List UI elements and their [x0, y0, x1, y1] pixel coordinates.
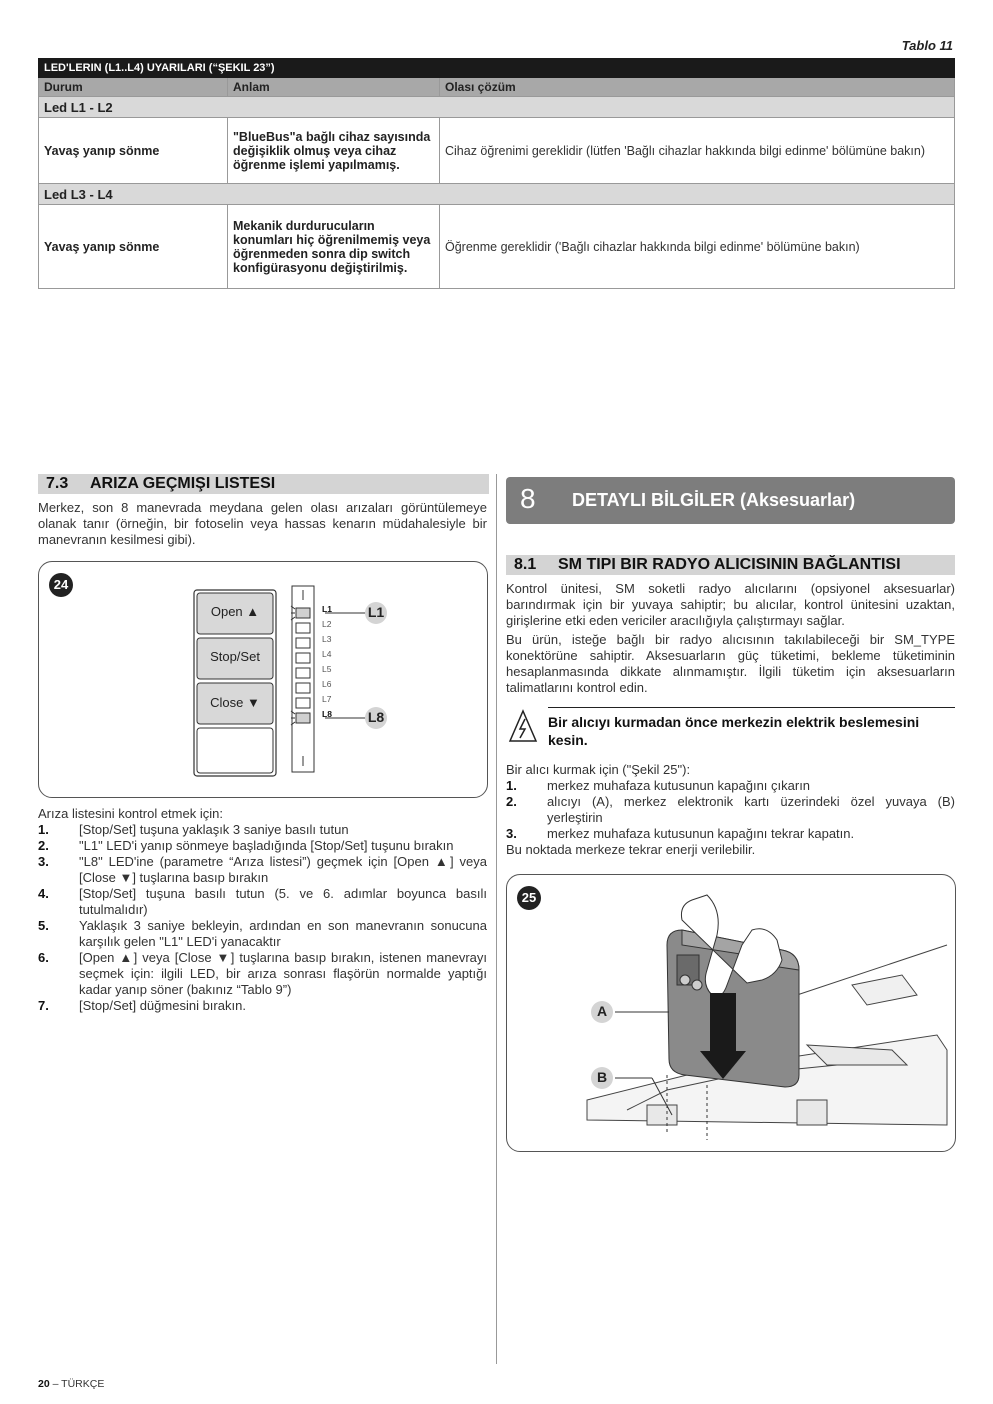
intro-paragraph: Merkez, son 8 manevrada meydana gelen olası arızaları görüntülemeye olanak tanır (örneğin, bir fotoselin veya hassas kenarın müdahalesiyle bir manevranın kesilmesi gibi). — [38, 500, 487, 547]
list-item: 3. "L8" LED'ine (parametre “Arıza listesi”) geçmek için [Open ▲] veya [Close ▼] tuşlarına basıp bırakın — [38, 854, 487, 885]
control-panel-diagram — [39, 562, 487, 797]
paragraph: Kontrol ünitesi, SM soketli radyo alıcılarını (opsiyonel aksesuarlar) barındırmak için bir yuvaya sahiptir; bu alıcılar, kontrol ünitesini uzaktan, girişlerine etki eden vericiler aracılığıyla çalıştırmayı sağlar. — [506, 581, 955, 628]
page-footer — [38, 1378, 104, 1390]
section-number: 7.3 — [46, 475, 69, 492]
receiver-install-illustration — [507, 875, 955, 1151]
open-button: Open ▲ — [210, 604, 260, 619]
section-title: SM TIPI BIR RADYO ALICISININ BAĞLANTISI — [558, 556, 901, 573]
warning-block — [506, 707, 955, 755]
list-item: 5. Yaklaşık 3 saniye bekleyin, ardından en son manevranın sonucuna karşılık gelen "L1" LED'i yanacaktır — [38, 918, 487, 949]
chapter-title: DETAYLI BİLGİLER (Aksesuarlar) — [572, 490, 856, 510]
close-button: Close ▼ — [210, 695, 260, 710]
group-row: Led L3 - L4 — [39, 184, 955, 205]
callout-l8: L8 — [367, 709, 385, 725]
led-label: L6 — [322, 679, 332, 689]
led-warnings-table — [38, 58, 955, 289]
warning-electric-icon — [508, 709, 538, 743]
figure-24 — [38, 561, 488, 798]
figure-25 — [506, 874, 956, 1152]
figure-number: 25 — [517, 886, 541, 910]
led-label: L5 — [322, 664, 332, 674]
stop-set-button: Stop/Set — [210, 649, 260, 664]
table-cell-state: Yavaş yanıp sönme — [39, 118, 228, 184]
outro-text: Bu noktada merkeze tekrar enerji verilebilir. — [506, 842, 756, 857]
chapter-banner — [506, 477, 955, 524]
group-row: Led L1 - L2 — [39, 97, 955, 118]
led-label: L4 — [322, 649, 332, 659]
list-item: 7. [Stop/Set] düğmesini bırakın. — [38, 998, 246, 1013]
table-cell-solution: Öğrenme gereklidir ('Bağlı cihazlar hakkında bilgi edinme' bölümüne bakın) — [440, 205, 955, 289]
led-strip — [291, 586, 314, 772]
list-item: 2. alıcıyı (A), merkez elektronik kartı üzerindeki özel yuvaya (B) yerleştirin — [506, 794, 955, 825]
led-labels — [322, 602, 332, 722]
figure-number: 24 — [49, 573, 73, 597]
paragraph: Bu ürün, isteğe bağlı bir radyo alıcısının takılabileceği bir SM_TYPE konektörüne sahiptir. Aksesuarların güç tüketimi, bekleme tüketiminin hesaplanmasında dikkate alınmamıştır. İlgili tüketim için aksesuarların talimatlarını kontrol edin. — [506, 632, 955, 695]
callout-l1: L1 — [367, 604, 385, 620]
list-item: 6. [Open ▲] veya [Close ▼] tuşlarına basıp bırakın, istenen manevrayı seçmek için: ilgili LED, bir arıza sonrası flaşörün normalde yaptığı kadar yanıp söner (bakınız “Tablo 9”) — [38, 950, 487, 997]
led-label: L2 — [322, 619, 332, 629]
led-label: L1 — [322, 604, 332, 614]
list-item: 3. merkez muhafaza kutusunun kapağını tekrar kapatın. — [506, 826, 855, 841]
table-cell-meaning: "BlueBus"a bağlı cihaz sayısında değişiklik olmuş veya cihaz öğrenme işlemi yapılmamış. — [228, 118, 440, 184]
list-item: 1. [Stop/Set] tuşuna yaklaşık 3 saniye basılı tutun — [38, 822, 349, 837]
led-label: L3 — [322, 634, 332, 644]
column-divider — [496, 474, 497, 1364]
steps-intro: Bir alıcı kurmak için ("Şekil 25"): — [506, 762, 691, 777]
install-steps — [506, 762, 955, 858]
table-caption: LED'LERIN (L1..L4) UYARILARI (“ŞEKIL 23”) — [39, 59, 955, 78]
list-item: 1. merkez muhafaza kutusunun kapağını çıkarın — [506, 778, 811, 793]
section-title: ARIZA GEÇMIŞI LISTESI — [90, 475, 276, 492]
label-b: B — [596, 1069, 608, 1085]
section-number: 8.1 — [514, 556, 537, 573]
column-header: Durum — [39, 78, 228, 97]
chapter-number: 8 — [520, 483, 536, 514]
list-item: 2. "L1" LED'i yanıp sönmeye başladığında [Stop/Set] tuşunu bırakın — [38, 838, 454, 853]
footer-language: – TÜRKÇE — [52, 1378, 105, 1390]
label-a: A — [596, 1003, 608, 1019]
table-cell-meaning: Mekanik durdurucuların konumları hiç öğrenilmemiş veya öğrenmeden sonra dip switch konfigürasyonu değiştirilmiş. — [228, 205, 440, 289]
section-heading-7-3 — [38, 474, 489, 494]
led-label: L8 — [322, 709, 332, 719]
table-cell-solution: Cihaz öğrenimi gereklidir (lütfen 'Bağlı cihazlar hakkında bilgi edinme' bölümüne bakın) — [440, 118, 955, 184]
column-header: Anlam — [228, 78, 440, 97]
section-heading-8-1 — [506, 555, 955, 575]
steps-intro: Arıza listesini kontrol etmek için: — [38, 806, 223, 821]
fault-steps — [38, 806, 487, 1014]
page-number: 20 — [38, 1378, 50, 1390]
column-header: Olası çözüm — [440, 78, 955, 97]
table-cell-state: Yavaş yanıp sönme — [39, 205, 228, 289]
led-label: L7 — [322, 694, 332, 704]
list-item: 4. [Stop/Set] tuşuna basılı tutun (5. ve 6. adımlar boyunca basılı tutulmalıdır) — [38, 886, 487, 917]
table-label: Tablo 11 — [901, 38, 953, 53]
warning-text: Bir alıcıyı kurmadan önce merkezin elektrik beslemesini kesin. — [548, 714, 920, 748]
